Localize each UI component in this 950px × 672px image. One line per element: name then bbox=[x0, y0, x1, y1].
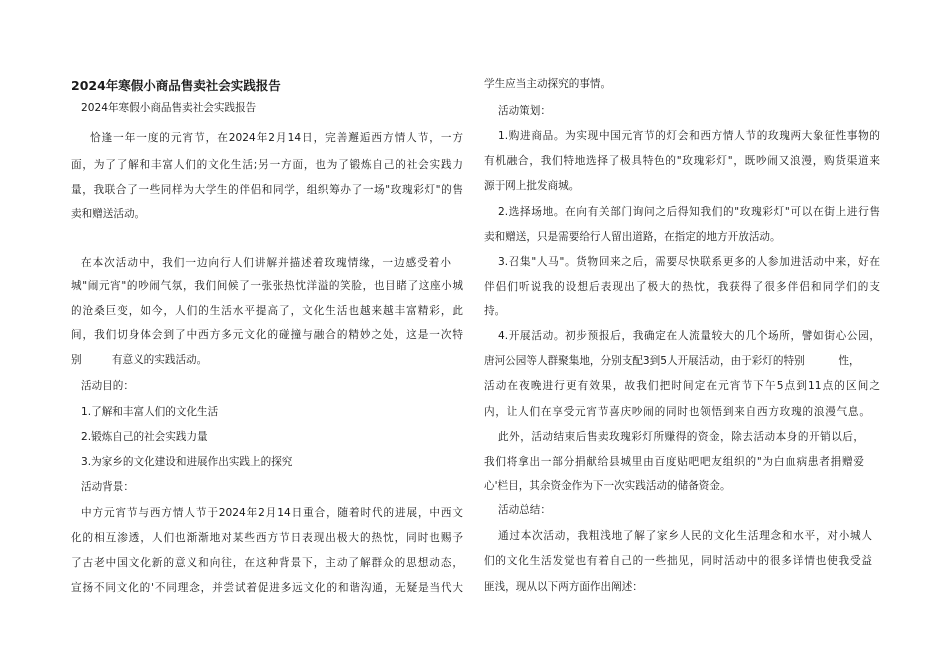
para2-line-3: 的沧桑巨变，如今，人们的生活水平提高了，文化生活也越来越丰富精彩，此 bbox=[71, 305, 463, 317]
continuation-line: 学生应当主动探究的事情。 bbox=[484, 78, 612, 90]
plan4-line-3: 活动在夜晚进行更有效果，故我们把时间定在元宵节下午5点到11点的区间之 bbox=[484, 380, 880, 392]
purpose-item-3: 3.为家乡的文化建设和进展作出实践上的探究 bbox=[81, 456, 293, 468]
plan1-line-1: 1.购进商品。为实现中国元宵节的灯会和西方情人节的玫瑰两大象征性事物的 bbox=[498, 130, 880, 142]
para2-line-4: 间，我们切身体会到了中西方多元文化的碰撞与融合的精妙之处，这是一次特 bbox=[71, 329, 463, 341]
plan4-line-2: 唐河公园等人群聚集地，分别支配3到5人开展活动，由于彩灯的特别 性， bbox=[484, 355, 860, 367]
para2-line-1: 在本次活动中，我们一边向行人们讲解并描述着玫瑰情缘，一边感受着小 bbox=[81, 257, 451, 269]
plan3-line-2: 伴侣们听说我的设想后表现出了极大的热忱，我获得了很多伴侣和同学们的支 bbox=[484, 281, 880, 293]
purpose-heading: 活动目的： bbox=[81, 380, 134, 392]
document-title: 2024年寒假小商品售卖社会实践报告 bbox=[71, 78, 281, 93]
summary-line-3: 匪浅，现从以下两方面作出阐述： bbox=[484, 581, 643, 593]
plan1-line-3: 源于网上批发商城。 bbox=[484, 180, 580, 192]
intro-line-4: 卖和赠送活动。 bbox=[71, 208, 146, 220]
plan5-line-2: 我们将拿出一部分捐献给县城里由百度贴吧吧友组织的"为白血病患者捐赠爱 bbox=[484, 456, 864, 468]
plan3-line-3: 持。 bbox=[484, 305, 506, 317]
purpose-item-2: 2.锻炼自己的社会实践力量 bbox=[81, 431, 208, 443]
para2-line-5: 别 有意义的实践活动。 bbox=[71, 354, 208, 366]
intro-line-3: 量，我联合了一些同样为大学生的伴侣和同学，组织筹办了一场"玫瑰彩灯"的售 bbox=[71, 184, 463, 196]
background-line-1: 中方元宵节与西方情人节于2024年2月14日重合，随着时代的进展，中西文 bbox=[81, 507, 463, 519]
summary-line-1: 通过本次活动，我粗浅地了解了家乡人民的文化生活理念和水平，对小城人 bbox=[498, 530, 872, 542]
plan1-line-2: 有机融合，我们特地选择了极具特色的"玫瑰彩灯"，既吵闹又浪漫，购货渠道来 bbox=[484, 155, 880, 167]
summary-line-2: 们的文化生活发觉也有着自己的一些拙见，同时活动中的很多详情也使我受益 bbox=[484, 555, 872, 567]
plan5-line-3: 心'栏目，其余资金作为下一次实践活动的储备资金。 bbox=[484, 480, 731, 492]
plan4-line-1: 4.开展活动。初步预报后，我确定在人流量较大的几个场所，譬如街心公园， bbox=[498, 330, 880, 342]
summary-heading: 活动总结： bbox=[498, 504, 551, 516]
background-line-2: 化的相互渗透，人们也渐渐地对某些西方节日表现出极大的热忱，同时也赐予 bbox=[71, 532, 463, 544]
plan5-line-1: 此外，活动结束后售卖玫瑰彩灯所赚得的资金，除去活动本身的开销以后， bbox=[498, 431, 864, 443]
plan-heading: 活动策划： bbox=[498, 105, 551, 117]
subtitle: 2024年寒假小商品售卖社会实践报告 bbox=[81, 102, 257, 114]
intro-line-2: 面，为了了解和丰富人们的文化生活;另一方面，也为了锻炼自己的社会实践力 bbox=[71, 159, 463, 171]
purpose-item-1: 1.了解和丰富人们的文化生活 bbox=[81, 406, 219, 418]
background-line-4: 宣扬不同文化的'不同理念，并尝试着促进多远文化的和谐沟通，无疑是当代大 bbox=[71, 582, 463, 594]
intro-line-1: 恰逢一年一度的元宵节，在2024年2月14日，完善邂逅西方情人节，一方 bbox=[90, 132, 463, 144]
background-heading: 活动背景： bbox=[81, 481, 134, 493]
para2-line-2: 城"闹元宵"的吵闹气氛，我们间候了一张张热忱洋溢的笑脸，也目睹了这座小城 bbox=[71, 280, 463, 292]
plan2-line-2: 卖和赠送，只是需要给行人留出道路，在指定的地方开放活动。 bbox=[484, 231, 781, 243]
plan2-line-1: 2.选择场地。在向有关部门询问之后得知我们的"玫瑰彩灯"可以在街上进行售 bbox=[498, 206, 880, 218]
plan3-line-1: 3.召集"人马"。货物回来之后，需要尽快联系更多的人参加进活动中来，好在 bbox=[498, 256, 880, 268]
background-line-3: 了古老中国文化新的意义和向往，在这种背景下，主动了解群众的思想动态， bbox=[71, 557, 463, 569]
plan4-line-4: 内，让人们在享受元宵节喜庆吵闹的同时也领悟到来自西方玫瑰的浪漫气息。 bbox=[484, 406, 870, 418]
